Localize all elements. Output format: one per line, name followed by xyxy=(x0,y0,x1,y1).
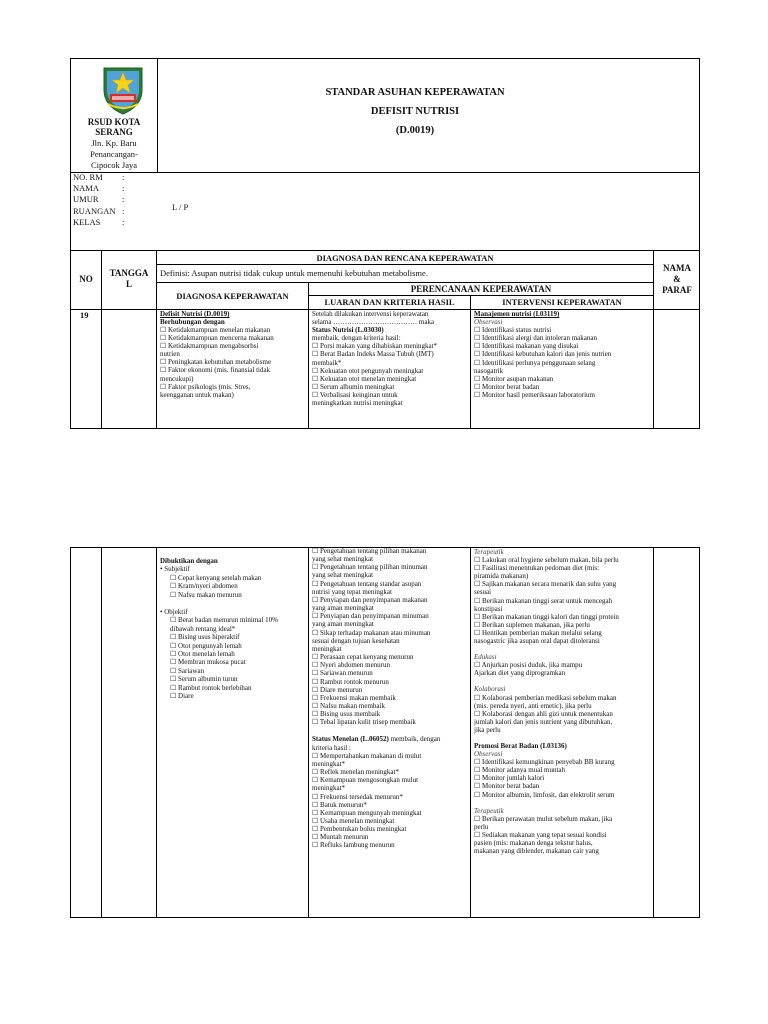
list-item[interactable]: ☐ Monitor berat badan xyxy=(474,382,540,391)
section-observasi: Observasi xyxy=(474,750,503,759)
spacer xyxy=(160,599,307,608)
list-item: membaik* xyxy=(312,358,342,367)
objektif-label: • Objektif xyxy=(160,608,188,617)
col-tanggal: L xyxy=(125,279,132,289)
row-number: 19 xyxy=(80,310,89,320)
list-item[interactable]: ☐ Refluks lambung menurun xyxy=(312,841,395,850)
section-observasi: Observasi xyxy=(474,318,503,327)
list-item[interactable]: ☐ Anjurkan posisi duduk, jika mampu xyxy=(474,661,583,670)
list-item: meningkatkan nutrisi meningkat xyxy=(312,399,403,408)
list-item[interactable]: ☐ Identifikasi makanan yang disukai xyxy=(474,342,579,351)
patient-colons xyxy=(122,172,132,228)
divider xyxy=(101,547,102,918)
divider xyxy=(470,547,471,918)
diagnosis-subtitle: Berhubungan dengan xyxy=(160,318,225,326)
definisi: Definisi: Asupan nutrisi tidak cukup untuk memenuhi kebutuhan metabolisme. xyxy=(160,268,428,278)
list-item[interactable]: ☐ Berikan makanan tinggi serat untuk mencegah xyxy=(474,596,613,605)
list-item[interactable]: ☐ Lakukan oral hygiene sebelum makan, bila perlu xyxy=(474,556,619,565)
list-item: nasogatrik xyxy=(474,366,504,375)
text-line: selama ……………………………… maka xyxy=(312,318,435,327)
divider xyxy=(156,282,653,283)
list-item[interactable]: ☐ Mempertahankan makanan di mulut xyxy=(312,751,422,760)
list-item[interactable]: ☐ Penyiapan dan penyimpanan minuman xyxy=(312,612,429,621)
doc-title: STANDAR ASUHAN KEPERAWATAN xyxy=(325,87,505,98)
doc-title: DEFISIT NUTRISI xyxy=(370,106,460,117)
list-item[interactable]: ☐ Berat Badan Indeks Massa Tubuh (IMT) xyxy=(312,350,434,359)
section-edukasi: Edukasi xyxy=(474,653,497,662)
col-tanggal: TANGGA xyxy=(109,268,149,278)
divider xyxy=(156,264,653,265)
hospital-address: Penancangan- xyxy=(90,149,138,159)
divider xyxy=(653,547,654,918)
list-item[interactable]: ☐ Usaha menelan meningkat xyxy=(312,817,395,825)
divider xyxy=(70,250,700,251)
colon: : xyxy=(122,183,125,194)
list-item[interactable]: ☐ Identifikasi kebutuhan kalori dan jenis nutrien xyxy=(474,350,612,359)
list-item[interactable]: ☐ Pengetahuan tentang standar asupan xyxy=(312,579,422,588)
list-item[interactable]: ☐ Verbalisasi keinginan untuk xyxy=(312,390,398,399)
list-item: meningkat* xyxy=(312,784,346,793)
section-kolaborasi: Kolaborasi xyxy=(474,685,506,694)
hospital-name: RSUD KOTA xyxy=(87,117,141,127)
perencanaan-header: PERENCANAAN KEPERAWATAN xyxy=(410,284,552,294)
list-item[interactable]: ☐ Bising usus hiperaktif xyxy=(170,633,240,642)
col-nama-paraf: PARAF xyxy=(662,285,692,295)
divider xyxy=(70,172,700,173)
col-nama-paraf: & xyxy=(673,274,681,284)
list-item: jumlah kalori dan jenis nutrient yang dibutuhkan, xyxy=(474,717,613,726)
list-item: yang sehat meningkat xyxy=(312,555,374,564)
doc-title: (D.0019) xyxy=(395,125,435,136)
list-item[interactable]: ☐ Kekuatan otot pengunyah meningkat xyxy=(312,366,424,375)
list-item[interactable]: ☐ Nafsu makan membaik xyxy=(312,701,385,710)
list-item: sesuai xyxy=(474,588,492,597)
list-item[interactable]: ☐ Pembentukan bolus meningkat xyxy=(312,825,407,834)
spacer xyxy=(474,799,652,807)
divider xyxy=(156,250,157,429)
list-item[interactable]: ☐ Serum albumin meningkat xyxy=(312,382,395,391)
divider xyxy=(470,295,471,429)
list-item: nasogastric jika asupan oral dapat ditoleransi xyxy=(474,637,600,646)
text-line: kriteria hasil : xyxy=(312,743,351,752)
diagnosis-title: Defisit Nutrisi (D.0019) xyxy=(160,310,230,318)
list-item[interactable]: ☐ Berikan suplemen makanan, jika perlu xyxy=(474,620,590,629)
luaran-status: Status Nutrisi (L.03030) xyxy=(312,326,384,335)
intervensi-title: Manajemen nutrisi (I.03119) xyxy=(474,310,560,318)
col-diagnosa: DIAGNOSA KEPERAWATAN xyxy=(176,291,289,301)
list-item[interactable]: ☐ Serum albumin turun xyxy=(170,675,238,684)
hospital-address: Cipocok Jaya xyxy=(90,160,138,170)
list-item[interactable]: ☐ Membran mukosa pucat xyxy=(170,658,246,667)
list-item: Ajarkan diet yang diprogramkan xyxy=(474,669,566,678)
list-item[interactable]: ☐ Hentikan pemberian makan melalui selang xyxy=(474,628,602,637)
status-menelan-line xyxy=(312,735,469,743)
list-item[interactable]: ☐ Frekuensi tersedak menurun* xyxy=(312,792,403,801)
list-item[interactable]: ☐ Rambut rontok menurun xyxy=(312,677,389,686)
label-kelas: KELAS xyxy=(73,216,101,227)
list-item[interactable]: ☐ Peningkatan kebutuhan metabolisme xyxy=(160,358,272,367)
list-item: (mis. pereda nyeri, anti emetic), jika perlu xyxy=(474,701,592,710)
list-item: yang sehat meningkat xyxy=(312,571,374,580)
list-item: mencukupi) xyxy=(160,374,194,383)
list-item[interactable]: ☐ Otot menelan lemah xyxy=(170,650,235,659)
list-item[interactable]: ☐ Monitor hasil pemeriksaan laboratorium xyxy=(474,390,595,399)
list-item[interactable]: ☐ Faktor psikologis (mis. Stres, xyxy=(160,382,251,391)
list-item[interactable]: ☐ Sikap terhadap makanan atau minuman xyxy=(312,628,431,637)
status-menelan-title: Status Menelan (L.06052) xyxy=(312,735,389,744)
list-item[interactable]: ☐ Pengetahuan tentang pilihan makanan xyxy=(312,547,427,555)
hospital-address: Jln. Kp. Baru xyxy=(91,138,137,148)
list-item[interactable]: ☐ Diare menurun xyxy=(312,685,363,694)
spacer xyxy=(474,645,652,653)
list-item[interactable]: ☐ Fasilitasi menentukan pedoman diet (mis: xyxy=(474,564,600,573)
list-item[interactable]: ☐ Nafsu makan menurun xyxy=(170,590,242,599)
intervensi-list xyxy=(474,310,652,399)
intervensi-list-2 xyxy=(474,548,652,855)
list-item[interactable]: ☐ Berikan makanan tinggi kalori dan tinggi protein xyxy=(474,612,619,621)
list-item[interactable]: ☐ Kemampuan mengunyah meningkat xyxy=(312,808,422,817)
list-item: sesuai dengan tujuan kesehatan xyxy=(312,636,400,645)
section-terapeutik: Terapeutik xyxy=(474,548,504,556)
list-item: konstipasi xyxy=(474,604,503,613)
list-item[interactable]: ☐ Batuk menurun* xyxy=(312,800,367,809)
list-item[interactable]: ☐ Kekuatan otot menelan meningkat xyxy=(312,374,417,383)
list-item[interactable]: ☐ Sariawan menurun xyxy=(312,669,373,678)
list-item[interactable]: ☐ Sajikan makanan secara menarik dan suhu yang xyxy=(474,580,617,589)
label-nama: NAMA xyxy=(73,183,99,194)
list-item: pasien (mis: makanan denga tekstur halus, xyxy=(474,839,593,847)
list-item[interactable]: ☐ Identifikasi perlunya penggunaan selang xyxy=(474,358,596,367)
list-item[interactable]: ☐ Monitor berat badan xyxy=(474,782,540,791)
list-item: jika perlu xyxy=(474,725,501,734)
luaran-intro xyxy=(312,310,469,407)
label-ruangan: RUANGAN xyxy=(73,205,116,216)
list-item: meningkat* xyxy=(312,759,346,768)
label-umur: UMUR xyxy=(73,194,99,205)
list-item[interactable]: ☐ Identifikasi alergi dan intoleran makanan xyxy=(474,334,597,343)
diag-rencana-header: DIAGNOSA DAN RENCANA KEPERAWATAN xyxy=(316,253,494,263)
evidence-title: Dibuktikan dengan xyxy=(160,557,218,565)
list-item[interactable]: ☐ Nyeri abdomen menurun xyxy=(312,661,391,670)
list-item[interactable]: ☐ Ketidakmampuan menelan makanan xyxy=(160,326,271,334)
list-item[interactable]: ☐ Perasaan cepat kenyang menurun xyxy=(312,653,414,662)
list-item[interactable]: ☐ Ketidakmampuan mengabsorbsi xyxy=(160,342,259,351)
list-item: keengganan untuk makan) xyxy=(160,390,234,399)
luaran-list-2 xyxy=(312,547,469,850)
hospital-name: SERANG xyxy=(95,127,133,137)
list-item: yang aman meningkat xyxy=(312,604,374,613)
list-item[interactable]: ☐ Rambut rontok berlebihan xyxy=(170,683,252,692)
list-item[interactable]: ☐ Porsi makan yang dihabiskan meningkat* xyxy=(312,342,438,351)
list-item[interactable]: ☐ Monitor jumlah kalori xyxy=(474,774,545,783)
patient-info xyxy=(73,172,153,228)
list-item[interactable]: ☐ Tebal lipatan kulit trisep membaik xyxy=(312,718,416,727)
list-item[interactable]: ☐ Bising usus membaik xyxy=(312,710,381,719)
list-item[interactable]: ☐ Ketidakmampuan mencerna makanan xyxy=(160,334,274,343)
gender-field[interactable]: L / P xyxy=(172,202,189,212)
spacer xyxy=(312,726,469,735)
list-item[interactable]: ☐ Otot pengunyah lemah xyxy=(170,641,242,650)
list-item[interactable]: ☐ Berikan perawatan mulut sebelum makan, jika xyxy=(474,814,613,823)
list-item[interactable]: ☐ Frekuensi makan membaik xyxy=(312,693,396,702)
spacer xyxy=(474,734,652,742)
list-item[interactable]: ☐ Pengetahuan tentang pilihan minuman xyxy=(312,563,428,572)
col-intervensi: INTERVENSI KEPERAWATAN xyxy=(502,297,622,307)
list-item: dibawah rentang ideal* xyxy=(170,624,236,633)
divider xyxy=(308,295,653,296)
col-luaran: LUARAN DAN KRITERIA HASIL xyxy=(324,297,455,307)
col-nama-paraf: NAMA xyxy=(663,263,691,273)
list-item[interactable]: ☐ Kolaborasi dengan ahli gizi untuk menentukan xyxy=(474,709,613,718)
list-item[interactable]: ☐ Monitor albumin, limfosit, dan elektrolit serum xyxy=(474,790,615,799)
col-no: NO xyxy=(79,274,93,284)
list-item: meningkat xyxy=(312,644,342,653)
status-menelan-rest: membaik, dengan xyxy=(388,735,441,744)
list-item[interactable]: ☐ Kolaborasi pemberian medikasi sebelum makan xyxy=(474,693,617,702)
divider xyxy=(156,547,157,918)
list-item: yang aman meningkat xyxy=(312,620,374,629)
subjektif-label: • Subjektif xyxy=(160,565,190,574)
divider xyxy=(157,58,158,173)
list-item: nutrisi yang tepat meningkat xyxy=(312,587,392,596)
list-item[interactable]: ☐ Berat badan menurun minimal 10% xyxy=(170,616,278,625)
list-item: makanan yang diblender, makanan cair yang xyxy=(474,847,599,856)
list-item: piramida makanan) xyxy=(474,572,529,581)
list-item[interactable]: ☐ Diare xyxy=(170,692,194,701)
list-item[interactable]: ☐ Faktor ekonomi (mis. finansial tidak xyxy=(160,366,271,375)
text-line: membaik, dengan kriteria hasil: xyxy=(312,334,401,343)
list-item[interactable]: ☐ Sediakan makanan yang tepat sesuai kondisi xyxy=(474,830,607,839)
list-item[interactable]: ☐ Reflek menelan meningkat* xyxy=(312,768,399,777)
colon: : xyxy=(122,172,125,182)
list-item[interactable]: ☐ Penyiapan dan penyimpanan makanan xyxy=(312,595,428,604)
list-item[interactable]: ☐ Monitor adanya mual muntah xyxy=(474,766,566,775)
list-item: nutrien xyxy=(160,350,180,359)
divider xyxy=(308,547,309,918)
colon: : xyxy=(122,205,125,216)
diagnosis-causes xyxy=(160,326,307,399)
list-item: perlu xyxy=(474,822,489,831)
list-item[interactable]: ☐ Identifikasi status nutrisi xyxy=(474,326,552,335)
list-item[interactable]: ☐ Identifikasi kemungkinan penyebab BB kurang xyxy=(474,758,615,767)
colon: : xyxy=(122,194,125,205)
list-item[interactable]: ☐ Sariawan xyxy=(170,666,205,675)
list-item[interactable]: ☐ Cepat kenyang setelah makan xyxy=(170,573,262,582)
text-line: Setelah dilakukan intervensi keperawatan xyxy=(312,310,429,318)
evidence-list xyxy=(160,557,307,701)
list-item[interactable]: ☐ Kram/nyeri abdomen xyxy=(170,582,238,591)
list-item[interactable]: ☐ Muntah menurun xyxy=(312,833,369,842)
spacer xyxy=(474,677,652,685)
colon: : xyxy=(122,216,125,227)
list-item[interactable]: ☐ Kemampuan mengosongkan mulut xyxy=(312,776,419,785)
section-terapeutik: Terapeutik xyxy=(474,806,504,815)
promosi-title: Promosi Berat Badan (I.03136) xyxy=(474,741,567,750)
list-item[interactable]: ☐ Monitor asupan makanan xyxy=(474,374,554,383)
hospital-logo xyxy=(98,62,148,116)
label-no-rm: NO. RM xyxy=(73,172,103,182)
